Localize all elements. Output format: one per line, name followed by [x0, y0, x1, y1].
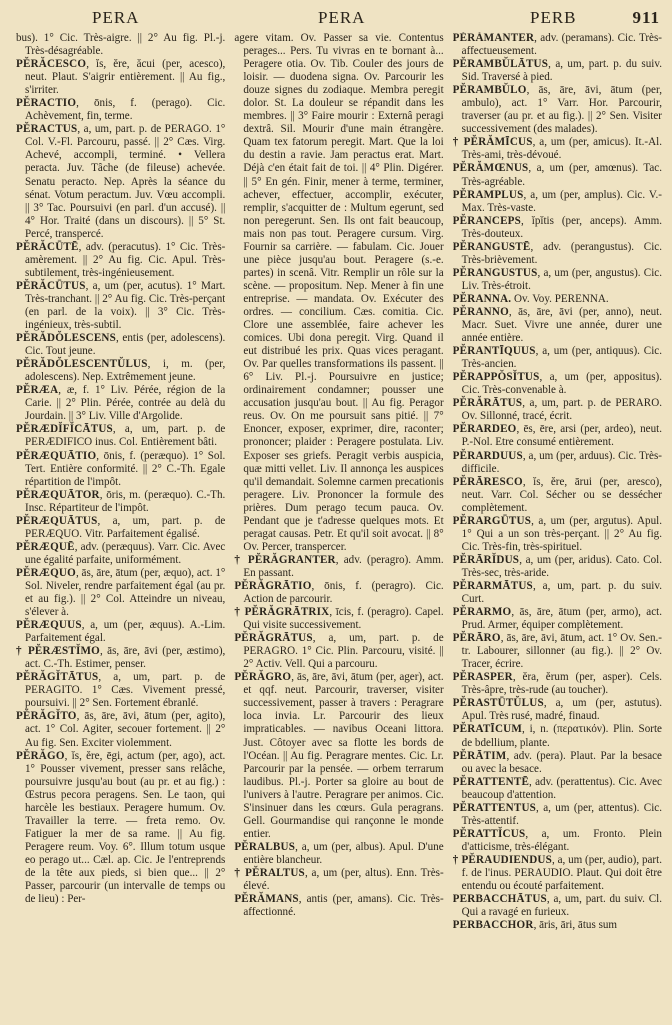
dictionary-entry: PĔRAMBŬLĀTUS, a, um, part. p. du suiv. Sid. Traversé à pied. [452, 58, 662, 84]
dictionary-entry: PĔRĂDŎLESCENS, entis (per, adolescens). Cic. Tout jeune. [16, 332, 226, 358]
dictionary-entry: † PĔRĂMĪCUS, a, um (per, amicus). It.-Al. Très-ami, très-dévoué. [452, 136, 662, 162]
dictionary-entry: PĔRĂMANTER, adv. (peramans). Cic. Très-affectueusement. [452, 32, 662, 58]
dictionary-entry: PĔRATTENTUS, a, um (per, attentus). Cic. Très-attentif. [452, 801, 662, 827]
dictionary-entry: PĔRĂCŪTĒ, adv. (peracutus). 1° Cic. Très-amèrement. || 2° Au fig. Cic. Apul. Très-subtilement, très-ingénieusement. [16, 240, 226, 279]
column-3 [453, 32, 662, 1019]
dictionary-entry: PĔRATĪCUM, i, n. (περατικόν). Plin. Sorte de bdellium, plante. [452, 723, 662, 749]
dictionary-entry: PĔRASPER, ĕra, ĕrum (per, asper). Cels. Très-âpre, très-rude (au toucher). [452, 671, 662, 697]
dictionary-entry: PĔRARDUUS, a, um (per, arduus). Cic. Très-difficile. [452, 449, 662, 475]
dictionary-entry: PĔRĀTIM, adv. (pera). Plaut. Par la besace ou avec la besace. [452, 749, 662, 775]
dictionary-entry: PĔRÆQUĀTIO, ōnis, f. (peræquo). 1° Sol. Tert. Entière conformité. || 2° C.-Th. Egale répartition de l'impôt. [16, 449, 226, 488]
dictionary-entry: PĔRĂGRO, ās, āre, āvi, ātum (per, ager), act. et qqf. neut. Parcourir, traverser, visiter successivement, passer à travers : Peragrare loca invia. Lr. Parcourir des lieux impraticables. — navibus Oceani littora. Just. Côtoyer avec sa flotte les bords de l'Océan. || Au fig. Peragrare mentes. Cic. Lr. Parcourir par la pensée. — orbem terrarum laudibus. Pl.-j. Porter sa gloire au bout de l'univers à l'autre. Peragrare per animos. Cic. S'insinuer dans les cœurs. Gula peragrans. Gell. Gourmandise qui rançonne le monde entier. [234, 671, 444, 840]
dictionary-entry: PERBACCHOR, āris, āri, ātus sum [452, 919, 618, 932]
dictionary-entry: PĔRARMO, ās, āre, ātum (per, armo), act. Prud. Armer, équiper complètement. [452, 606, 662, 632]
page-number: 911 [632, 8, 660, 27]
dictionary-entry: PĔRÆQUĀTUS, a, um, part. p. de PERÆQUO. Vitr. Parfaitement égalisé. [16, 514, 226, 540]
dictionary-entry: PĔRĂCESCO, ĭs, ĕre, ăcui (per, acesco), neut. Plaut. S'aigrir entièrement. || Au fig., s'irriter. [16, 58, 226, 97]
running-head-center: PERA [318, 8, 366, 27]
dictionary-entry: PĔRARMĀTUS, a, um, part. p. du suiv. Curt. [452, 579, 662, 606]
dictionary-entry: PĔRĂCŪTUS, a, um (per, acutus). 1° Mart. Très-tranchant. || 2° Au fig. Cic. Très-perçant (en parl. de la voix). || 3° Cic. Très-ingénieux, très-subtil. [16, 279, 226, 332]
dictionary-entry: PĔRĀRO, ās, āre, āvi, ātum, act. 1° Ov. Sen.-tr. Labourer, sillonner (au fig.). || 2° Ov. Tracer, écrire. [452, 632, 662, 671]
dictionary-entry: PĔRÆDĬFĬCĀTUS, a, um, part. p. de PERÆDIFICO inus. Col. Entièrement bâti. [16, 423, 226, 449]
dictionary-entry: PĔRĂMŒNUS, a, um (per, amœnus). Tac. Très-agréable. [452, 162, 662, 188]
dictionary-entry: PĔRAMBŬLO, ās, āre, āvi, ātum (per, ambulo), act. 1° Varr. Hor. Parcourir, traverser (au pr. et au fig.). || 2° Sen. Visiter successivement (des malades). [452, 84, 662, 136]
dictionary-entry: PĔRAMPLUS, a, um (per, amplus). Cic. V.-Max. Très-vaste. [452, 188, 662, 214]
dictionary-entry: † PĔRÆSTĬMO, ās, āre, āvi (per, æstimo), act. C.-Th. Estimer, penser. [16, 645, 226, 671]
running-head-left: PERA [92, 8, 140, 27]
dictionary-entry: PĔRĂRĀTUS, a, um, part. p. de PERARO. Ov. Sillonné, tracé, écrit. [452, 397, 662, 423]
column-2 [234, 32, 443, 1019]
dictionary-entry: PĔRÆQUĒ, adv. (peræquus). Varr. Cic. Avec une égalité parfaite, uniformément. [16, 540, 226, 566]
text-columns [16, 32, 662, 1019]
dictionary-entry: PĔRANNO, ās, āre, āvi (per, anno), neut. Macr. Suet. Vivre une année, durer une année entière. [452, 305, 662, 345]
dictionary-entry: PĔRĂGRĀTIO, ōnis, f. (peragro). Cic. Action de parcourir. [234, 579, 444, 606]
dictionary-entry: PĔRANCEPS, ĭpĭtis (per, anceps). Amm. Très-douteux. [452, 214, 662, 240]
running-head-right: PERB [530, 8, 577, 27]
dictionary-entry: PĔRĂDŎLESCENTŬLUS, i, m. (per, adolescens). Nep. Extrêmement jeune. [16, 358, 226, 384]
dictionary-entry: † PĔRĂGRĀTRIX, īcis, f. (peragro). Capel. Qui visite successivement. [234, 606, 444, 632]
dictionary-entry: † PĔRAUDIENDUS, a, um (per, audio), part. f. de l'inus. PERAUDIO. Plaut. Qui doit être entendu ou écouté parfaitement. [452, 853, 662, 893]
dictionary-entry: PĔRAPPŎSĬTUS, a, um (per, appositus). Cic. Très-convenable à. [452, 371, 662, 397]
dictionary-entry: PĔRÆQUUS, a, um (per, æquus). A.-Lim. Parfaitement égal. [16, 619, 226, 645]
dictionary-entry: PĔRĀRĬDUS, a, um (per, aridus). Cato. Col. Très-sec, très-aride. [452, 553, 662, 579]
dictionary-entry: agere vitam. Ov. Passer sa vie. Contentus perages... Pers. Tu vivras en te bornant à... Peragere otia. Ov. Tib. Couler des jours de loisir. — duodena signa. Ov. Parcourir les douze signes du zodiaque. Membra peregit dolor. St. La douleur se répandit dans les membres. || 3° Faire mourir : Externâ peragi dextrâ. Sil. Mourir d'une main étrangère. Quam tex fatorum peregit. Mart. Que la loi du destin a ravie. Jam peractus erat. Mart. Déjà c'en était fait de toi. || 4° Plin. Digérer. || 5° En gén. Finir, mener à terme, terminer, achever, effectuer, accomplir, exécuter, remplir, s'acquitter de : Multum egerunt, sed non peregerunt. Sen. Ils ont fait beaucoup, mais non pas tout. Peragere cursum. Virg. Fournir sa carrière. — fabulam. Cic. Jouer une pièce jusqu'au bout. Peragere (s.-e. partes) in scenâ. Vitr. Remplir un rôle sur la scène. — propositum. Nep. Mener à fin une entreprise. — mandata. Ov. Exécuter des ordres. — concilium. Cæs. comitia. Cic. Clore une assemblée, faire achever les comices. Ubi dona peregit. Virg. Quand il eut distribué les prix. Quas vices peragant. Ov. Par quelles transformations ils passent. || 6° Liv. Pl.-j. Poursuivre en justice; ordinairement condamner; pousser une accusation jusqu'au bout. || Au fig. Peragor reus. Ov. On me poursuit sans pitié. || 7° Enoncer, exposer, exprimer, dire, raconter; prononcer; plaider : Peragere postulata. Liv. Exposer ses griefs. Peragit verbis auspicia, quæ mitti vellet. Liv. Il annonça les auspices qu'il demandait. Solemne carmen precationis peragere. Liv. Prononcer la formule des prières. Dum perago tecum pauca. Ov. Pendant que je t'adresse quelques mots. Et peragat causas. Petr. Et qu'il soit avocat. || 8° Ov. Percer, transpercer. [234, 32, 444, 553]
dictionary-entry: PĔRĂGĬTĀTUS, a, um, part. p. de PERAGITO. 1° Cæs. Vivement pressé, poursuivi. || 2° Sen. Fortement ébranlé. [16, 671, 226, 710]
dictionary-entry: PĔRALBUS, a, um (per, albus). Apul. D'une entière blancheur. [234, 840, 444, 866]
dictionary-entry: PĔRĂGĬTO, ās, āre, āvi, ātum (per, agito), act. 1° Col. Agiter, secouer fortement. || 2° Au fig. Sen. Exciter violemment. [16, 710, 226, 749]
running-head [18, 8, 660, 32]
dictionary-entry: PĔRĀRESCO, ĭs, ĕre, ārui (per, aresco), neut. Varr. Col. Sécher ou se dessécher complètement. [452, 475, 662, 514]
dictionary-entry: PERBACCHĀTUS, a, um, part. du suiv. Cl. Qui a ravagé en furieux. [452, 893, 662, 919]
dictionary-entry: PĔRANNA. Ov. Voy. PERENNA. [452, 292, 609, 305]
dictionary-entry: PĔRARGŪTUS, a, um (per, argutus). Apul. 1° Qui a un son très-perçant. || 2° Au fig. Cic. Très-fin, très-spirituel. [452, 514, 662, 553]
dictionary-entry: PĔRANTĪQUUS, a, um (per, antiquus). Cic. Très-ancien. [452, 345, 662, 371]
dictionary-entry: PĔRANGUSTĒ, adv. (perangustus). Cic. Très-brièvement. [452, 240, 662, 266]
dictionary-entry: † PĔRALTUS, a, um (per, altus). Enn. Très-élevé. [234, 867, 444, 893]
dictionary-entry: PĔRĂGO, ĭs, ĕre, ēgi, actum (per, ago), act. 1° Pousser vivement, presser sans relâche, poursuivre jusqu'au bout (au pr. et au fig.) : Œstrus pecora peragens. Sen. Le taon, qui harcèle les bestiaux. Peragere humum. Ov. Travailler la terre. — freta remo. Ov. Fatiguer la mer de sa rame. || Au fig. Peragere reum. Voy. 6°. Illum totum usque eo perago ut... Cæl. ap. Cic. Je l'entreprends de la tête aux pieds, si bien que... || 2° Passer, parcourir (un intervalle de temps ou de lieu) : Per- [16, 749, 226, 906]
dictionary-entry: PĔRACTIO, ōnis, f. (perago). Cic. Achèvement, fin, terme. [16, 97, 226, 123]
dictionary-entry: PĔRÆQUO, ās, āre, ātum (per, æquo), act. 1° Sol. Niveler, rendre parfaitement égal (au pr. et au fig.). || 2° Col. Atteindre un niveau, s'élever à. [16, 566, 226, 619]
dictionary-entry: PĔRĂGRĀTUS, a, um, part. p. de PERAGRO. 1° Cic. Plin. Parcouru, visité. || 2° Activ. Vell. Qui a parcouru. [234, 632, 444, 671]
dictionary-entry: PĔRANGUSTUS, a, um (per, angustus). Cic. Liv. Très-étroit. [452, 266, 662, 292]
dictionary-entry: PĔRÆA, æ, f. 1° Liv. Pérée, région de la Carie. || 2° Plin. Pérée, contrée au delà du Jourdain. || 3° Liv. Ville d'Argolide. [16, 384, 226, 423]
column-1 [16, 32, 225, 1019]
dictionary-entry: bus). 1° Cic. Très-aigre. || 2° Au fig. Pl.-j. Très-désagréable. [16, 32, 226, 58]
dictionary-entry: PĔRĂMANS, antis (per, amans). Cic. Très-affectionné. [234, 893, 444, 919]
dictionary-entry: PĔRACTUS, a, um, part. p. de PERAGO. 1° Col. V.-Fl. Parcouru, passé. || 2° Cæs. Virg. Achevé, accompli, terminé. • Vellera peracta. Juv. Tâche (de fileuse) achevée. Senatu peracto. Nep. Après la séance du sénat. Votum peractum. Juv. Vœu accompli. || 3° Tac. Poursuivi (en parl. d'un accusé). || 4° Hor. Traité (dans un discours). || 5° St. Percé, transpercé. [16, 123, 226, 240]
dictionary-entry: PĔRÆQUĀTOR, ōris, m. (peræquo). C.-Th. Insc. Répartiteur de l'impôt. [16, 488, 226, 514]
dictionary-entry: PĔRASTŪTŬLUS, a, um (per, astutus). Apul. Très rusé, madré, finaud. [452, 697, 662, 723]
dictionary-entry: PĔRATTENTĒ, adv. (perattentus). Cic. Avec beaucoup d'attention. [452, 775, 662, 801]
dictionary-entry: PĔRATTĬCUS, a, um. Fronto. Plein d'atticisme, très-élégant. [452, 827, 662, 853]
dictionary-entry: † PĔRĂGRANTER, adv. (peragro). Amm. En passant. [234, 553, 444, 579]
dictionary-entry: PĔRARDEO, ēs, ēre, arsi (per, ardeo), neut. P.-Nol. Etre consumé entièrement. [452, 423, 662, 449]
